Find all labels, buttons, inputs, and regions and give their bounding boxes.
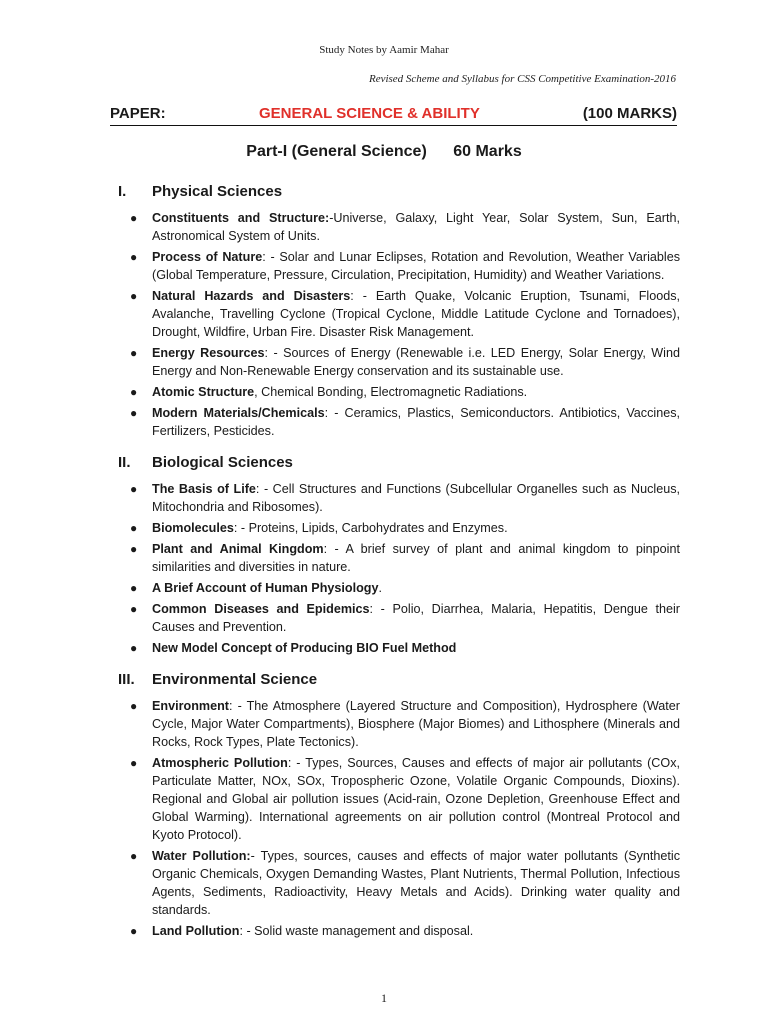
list-item [0, 287, 768, 341]
topic-term: Plant and Animal Kingdom [152, 542, 324, 556]
list-item [0, 404, 768, 440]
paper-title: GENERAL SCIENCE & ABILITY [259, 105, 480, 122]
bullet-icon: ● [130, 641, 138, 655]
bullet-icon: ● [130, 849, 138, 863]
bullet-icon: ● [130, 346, 138, 360]
list-item [0, 600, 768, 636]
list-item [0, 519, 768, 537]
part-marks: 60 Marks [453, 143, 522, 160]
topic-text: : - Types, Sources, Causes and effects of major air pollutants (COx, Particulate Matter, NOx, SOx, Tropospheric Ozone, Volatile Organic Compounds, Dioxins). Regional and Global air pollution issues (Acid-rain, Ozone Depletion, Greenhouse Effect and Global Warming). International agreements on air pollution control (Montreal Protocol and Kyoto Protocol). [152, 756, 680, 842]
topic-text: -Universe, Galaxy, Light Year, Solar System, Sun, Earth, Astronomical System of Units. [152, 211, 680, 243]
bullet-icon: ● [130, 924, 138, 938]
section-heading [0, 454, 768, 476]
page-number: 1 [381, 991, 387, 1005]
topic-term: Modern Materials/Chemicals [152, 406, 325, 420]
section-title: Environmental Science [152, 671, 318, 688]
list-item [0, 697, 768, 751]
bullet-icon: ● [130, 211, 138, 225]
topic-text: : - A brief survey of plant and animal kingdom to pinpoint similarities and diversities in nature. [152, 542, 680, 574]
part-title: Part-I (General Science) [246, 143, 427, 160]
topic-list [0, 697, 768, 940]
topic-term: Biomolecules [152, 521, 234, 535]
section-heading [0, 671, 768, 693]
topic-text: , Chemical Bonding, Electromagnetic Radiations. [254, 385, 528, 399]
topic-term: Natural Hazards and Disasters [152, 289, 351, 303]
list-item [0, 480, 768, 516]
bullet-icon: ● [130, 602, 138, 616]
topic-text: . [378, 581, 382, 595]
topic-text: : - The Atmosphere (Layered Structure and Composition), Hydrosphere (Water Cycle, Major Water Compartments), Biosphere (Major Biomes) and Lithosphere (Minerals and Rocks, Rock Types, Plate Tectonics). [152, 699, 680, 749]
list-item [0, 383, 768, 401]
section-number: I. [118, 183, 127, 200]
bullet-icon: ● [130, 482, 138, 496]
bullet-icon: ● [130, 581, 138, 595]
list-item [0, 754, 768, 844]
paper-marks: (100 MARKS) [582, 105, 677, 122]
list-item [0, 579, 768, 597]
topic-term: Atmospheric Pollution [152, 756, 288, 770]
topic-text: - Types, sources, causes and effects of major water pollutants (Synthetic Organic Chemicals, Oxygen Demanding Wastes, Plant Nutrients, Thermal Pollution, Infectious Agents, Sediments, Radioactivity, Heavy Metals and Acids). Drinking water quality and standards. [152, 849, 680, 917]
section-heading [0, 183, 768, 205]
topic-term: Water Pollution: [152, 849, 251, 863]
section-physical-sciences [0, 183, 768, 440]
topic-term: Energy Resources [152, 346, 265, 360]
topic-term: A Brief Account of Human Physiology [152, 581, 379, 595]
topic-term: Environment [152, 699, 229, 713]
topic-term: Atomic Structure [152, 385, 255, 399]
section-title: Physical Sciences [152, 183, 283, 200]
bullet-icon: ● [130, 250, 138, 264]
bullet-icon: ● [130, 406, 138, 420]
syllabus-content [0, 183, 768, 943]
list-item [0, 922, 768, 940]
topic-term: Process of Nature [152, 250, 263, 264]
bullet-icon: ● [130, 521, 138, 535]
list-item [0, 847, 768, 919]
paper-label: PAPER: [110, 105, 166, 122]
topic-term: The Basis of Life [152, 482, 256, 496]
list-item [0, 209, 768, 245]
topic-term: Common Diseases and Epidemics [152, 602, 370, 616]
section-number: III. [118, 671, 135, 688]
list-item [0, 248, 768, 284]
topic-text: : - Polio, Diarrhea, Malaria, Hepatitis, Dengue their Causes and Prevention. [152, 602, 680, 634]
section-biological-sciences [0, 454, 768, 657]
document-header: Study Notes by Aamir Mahar [319, 44, 449, 56]
topic-text: : - Sources of Energy (Renewable i.e. LED Energy, Solar Energy, Wind Energy and Non-Renewable Energy conservation and its sustainable use. [152, 346, 680, 378]
paper-heading [110, 105, 677, 126]
bullet-icon: ● [130, 699, 138, 713]
topic-term: Land Pollution [152, 924, 240, 938]
bullet-icon: ● [130, 542, 138, 556]
section-number: II. [118, 454, 131, 471]
topic-list [0, 209, 768, 440]
list-item [0, 639, 768, 657]
topic-text: : - Earth Quake, Volcanic Eruption, Tsunami, Floods, Avalanche, Travelling Cyclone (Tropical Cyclone, Middle Latitude Cyclone and Tornadoes), Drought, Wildfire, Urban Fire. Disaster Risk Management. [152, 289, 681, 339]
bullet-icon: ● [130, 385, 138, 399]
topic-text: : - Ceramics, Plastics, Semiconductors. Antibiotics, Vaccines, Fertilizers, Pesticides. [152, 406, 680, 438]
topic-text: : - Proteins, Lipids, Carbohydrates and Enzymes. [233, 521, 508, 535]
list-item [0, 344, 768, 380]
bullet-icon: ● [130, 289, 138, 303]
section-title: Biological Sciences [152, 454, 293, 471]
topic-list [0, 480, 768, 657]
part-heading [0, 143, 768, 161]
topic-term: New Model Concept of Producing BIO Fuel Method [152, 641, 457, 655]
topic-text: : - Solid waste management and disposal. [239, 924, 474, 938]
document-subheader: Revised Scheme and Syllabus for CSS Competitive Examination-2016 [368, 73, 676, 85]
topic-text: : - Cell Structures and Functions (Subcellular Organelles such as Nucleus, Mitochondria and Ribosomes). [152, 482, 680, 514]
section-environmental-science [0, 671, 768, 940]
topic-text: : - Solar and Lunar Eclipses, Rotation and Revolution, Weather Variables (Global Temperature, Pressure, Circulation, Precipitation, Humidity) and Weather Variations. [152, 250, 680, 282]
bullet-icon: ● [130, 756, 138, 770]
topic-term: Constituents and Structure: [152, 211, 330, 225]
list-item [0, 540, 768, 576]
